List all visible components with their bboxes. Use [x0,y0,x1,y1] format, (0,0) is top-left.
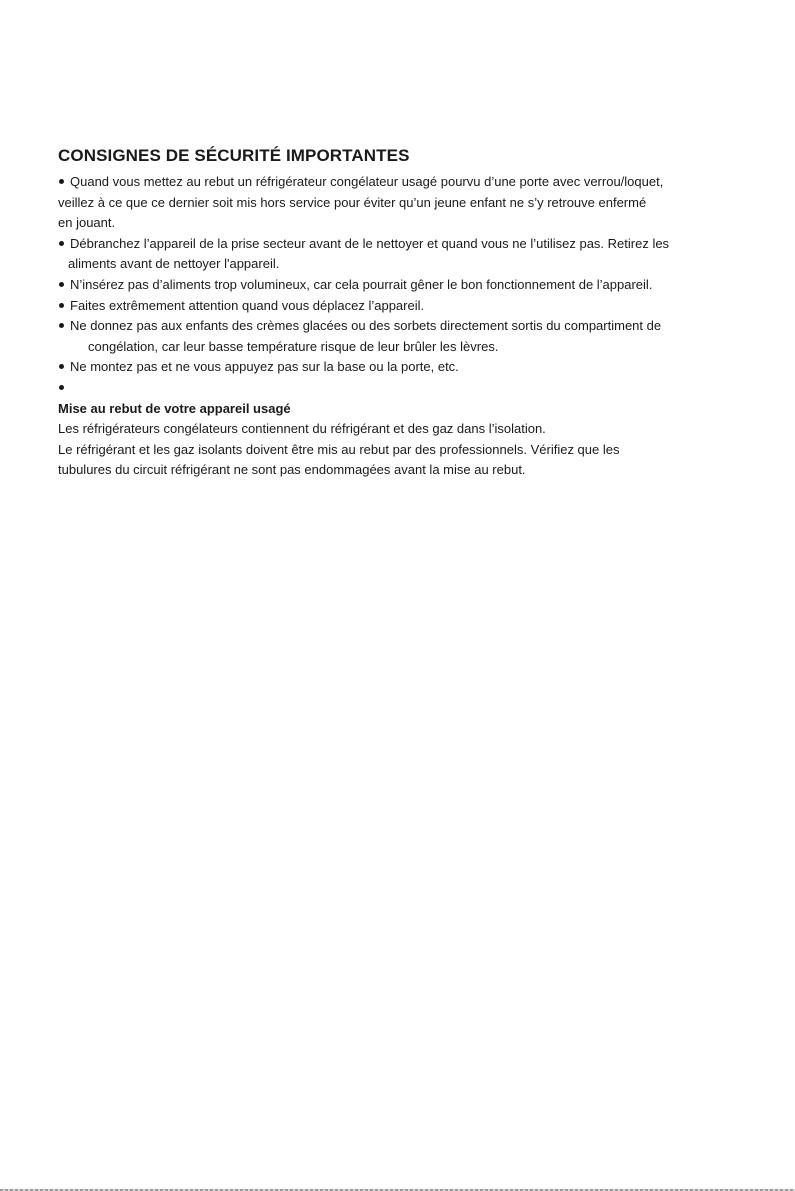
list-item [58,234,758,275]
bullet-icon [59,385,64,390]
bullet-icon [59,282,64,287]
list-item [58,172,758,234]
list-item [58,316,758,357]
disposal-heading: Mise au rebut de votre appareil usagé [58,400,291,416]
paragraph-line: tubulures du circuit réfrigérant ne sont pas endommagées avant la mise au rebut. [58,462,526,478]
list-item [58,357,758,378]
list-item-line: N’insérez pas d’aliments trop volumineux, car cela pourrait gêner le bon fonctionnement de l’appareil. [58,275,758,296]
bullet-icon [59,364,64,369]
bullet-icon [59,323,64,328]
bullet-icon [59,179,64,184]
document-page [58,144,758,481]
list-item-line [58,378,758,399]
list-item-line: veillez à ce que ce dernier soit mis hors service pour éviter qu’un jeune enfant ne s’y retrouve enfermé [58,194,647,210]
list-item-line: congélation, car leur basse température risque de leur brûler les lèvres. [88,338,499,354]
list-item-line: en jouant. [58,215,116,231]
list-item-line: Débranchez l’appareil de la prise secteur avant de le nettoyer et quand vous ne l’utilisez pas. Retirez les [58,234,758,255]
bullet-icon [59,303,64,308]
list-item-line: Ne donnez pas aux enfants des crèmes glacées ou des sorbets directement sortis du compartiment de [58,316,758,337]
list-item-line: Quand vous mettez au rebut un réfrigérateur congélateur usagé pourvu d’une porte avec verrou/loquet, [58,172,758,193]
disposal-paragraph [58,419,758,481]
paragraph-line: Le réfrigérant et les gaz isolants doivent être mis au rebut par des professionnels. Vérifiez que les [58,441,620,457]
paragraph-line: Les réfrigérateurs congélateurs contiennent du réfrigérant et des gaz dans l’isolation. [58,421,546,437]
list-item [58,275,758,296]
bullet-icon [59,241,64,246]
list-item-line: Faites extrêmement attention quand vous déplacez l’appareil. [58,296,758,317]
page-title: CONSIGNES DE SÉCURITÉ IMPORTANTES [58,146,410,165]
list-item [58,296,758,317]
list-item-line: aliments avant de nettoyer l'appareil. [68,256,280,272]
safety-instructions-list [58,172,758,399]
list-item-line: Ne montez pas et ne vous appuyez pas sur la base ou la porte, etc. [58,357,758,378]
list-item-empty [58,378,758,399]
